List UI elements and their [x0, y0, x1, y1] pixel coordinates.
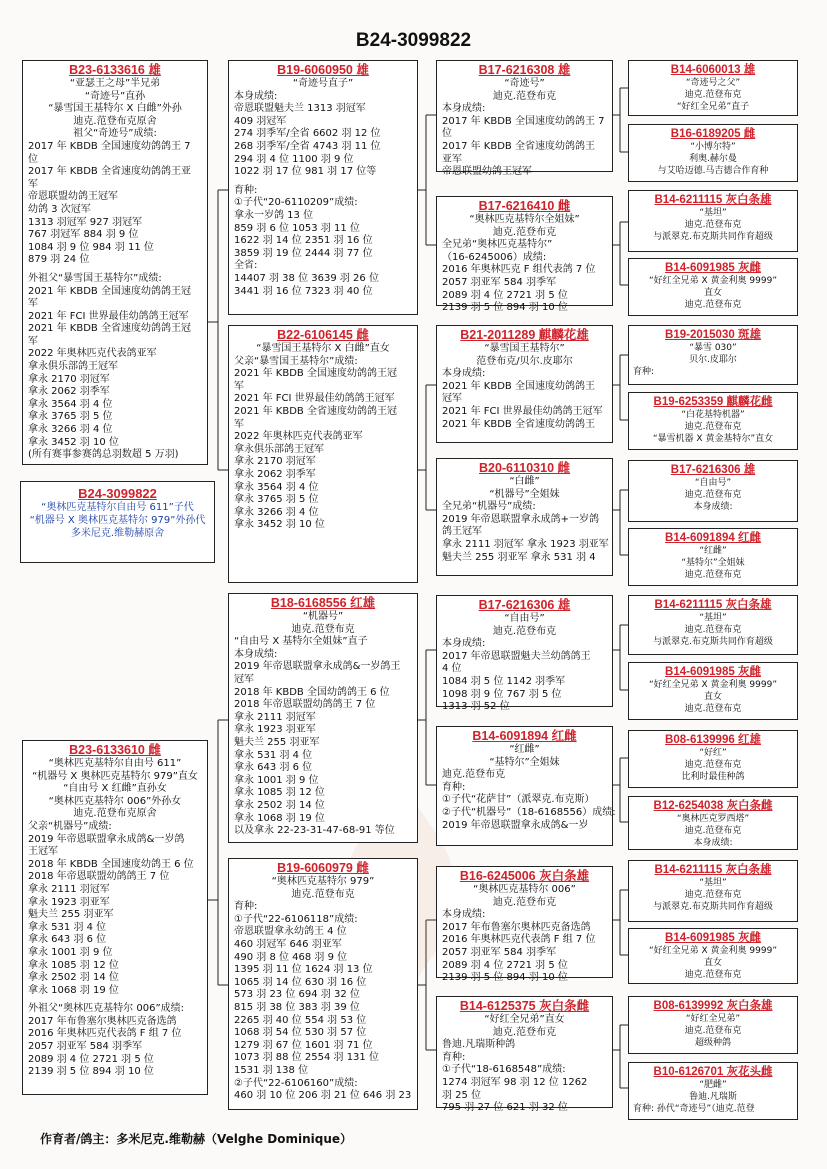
ring-number: B18-6168556 红雄 [270, 596, 376, 610]
record-line: 迪克.范登布克 [684, 1026, 742, 1036]
record-line: 2021 年 KBDB 全国速度幼鸽鸽王 [442, 380, 595, 392]
record-line: ①子代“花萨甘”（派翠克.布克斯） [442, 794, 595, 806]
pedigree-box-g4-6 [628, 392, 798, 450]
record-line: 鸽王冠军 [442, 526, 482, 538]
ring-number: B23-6133610 雌 [69, 743, 161, 757]
record-line: 2018 年帝恩联盟幼鸽鸽王 7 位 [234, 699, 376, 711]
record-line: 2017 年 KBDB 全国速度幼鸽鸽王 7 [442, 115, 605, 127]
ring-number: B14-6060013 雄 [670, 64, 756, 76]
record-line: 879 羽 24 位 [28, 254, 90, 266]
record-line: “暴雪国王基特尔” [484, 343, 565, 354]
record-line: “自由号” [694, 478, 732, 488]
record-line: 全兄弟“机器号”成绩: [442, 501, 536, 513]
record-line: “肥雌” [699, 1080, 727, 1090]
record-line: 拿永 3564 羽 4 位 [234, 481, 319, 493]
record-line: “暴雪国王基特尔 X 白雌”直女 [256, 343, 390, 354]
record-line: 拿永 531 羽 4 位 [234, 749, 313, 761]
record-line: 迪克.范登布克 [492, 226, 557, 238]
record-line: 拿永 2502 羽 14 位 [234, 799, 325, 811]
record-line: 1068 羽 54 位 530 羽 57 位 [234, 1027, 367, 1039]
pedigree-box-g4-3 [628, 190, 798, 252]
record-line: 迪克.范登布克 [684, 90, 742, 100]
subject-ring-number: B24-3099822 [78, 486, 157, 501]
record-line: “好红全兄弟 X 黄金利奥 9999” [649, 946, 777, 956]
record-line: “红雌” [699, 546, 727, 556]
record-line: 拿永 1085 羽 12 位 [234, 787, 325, 799]
record-line: 2016 年奥林匹克代表鸽 F 组 7 位 [442, 934, 596, 946]
record-line: 2139 羽 5 位 894 羽 10 位 [442, 972, 568, 984]
pedigree-box-sds [436, 325, 613, 443]
record-line: 育种: [633, 367, 655, 377]
record-line: 2019 年帝恩联盟拿永成鸽&一岁鸽 [28, 833, 185, 845]
record-line: 迪克.范登布克 [492, 1026, 557, 1038]
record-line: 拿永 3765 羽 5 位 [28, 411, 113, 423]
record-line: 帝恩联盟魁夫兰 1313 羽冠军 [234, 103, 366, 115]
record-line: 3441 羽 16 位 7323 羽 40 位 [234, 285, 373, 297]
record-line: 拿永 1923 羽亚军 [28, 896, 110, 908]
record-line: 父亲“暴雪国王基特尔”成绩: [234, 355, 358, 367]
record-line: 294 羽 4 位 1100 羽 9 位 [234, 153, 354, 165]
record-line: 拿永 1923 羽亚军 [234, 724, 316, 736]
pedigree-box-ssd [436, 196, 613, 314]
record-line: 2018 年帝恩联盟幼鸽鸽王 7 位 [28, 871, 170, 883]
record-line: 2016 年奥林匹克 F 组代表鸽 7 位 [442, 264, 596, 276]
pedigree-box-dds [436, 866, 613, 984]
pedigree-box-g4-16 [628, 1062, 798, 1120]
record-line: 冠军 [234, 673, 254, 685]
pedigree-box-dam [22, 740, 208, 1095]
record-line: 军 [28, 178, 38, 190]
record-line: 2021 年 KBDB 全国速度幼鸽鸽王冠 [28, 285, 191, 297]
record-line: “暴雪国王基特尔 X 白雌”外孙 [48, 103, 182, 115]
record-line: 迪克.范登布克 [684, 890, 742, 900]
pedigree-box-sd [228, 325, 418, 583]
record-line: 位 [442, 128, 452, 140]
record-line: “奥林匹克基特尔 006”外孙女 [48, 795, 182, 807]
record-line: 帝恩联盟拿永幼鸽王 4 位 [234, 926, 347, 938]
ring-number: B10-6126701 灰花头雌 [653, 1066, 773, 1078]
record-line: 拿永 2502 羽 14 位 [28, 972, 119, 984]
record-line: 直女 [703, 958, 722, 968]
record-line: 祖父“奇迹号”成绩: [73, 128, 157, 140]
record-line: 拿永 643 羽 6 位 [234, 762, 313, 774]
record-line: 1313 羽冠军 927 羽冠军 [28, 216, 143, 228]
record-line: 贝尔.皮耶尔 [689, 355, 737, 365]
record-line: 2022 年奥林匹克代表鸽亚军 [234, 431, 363, 443]
record-line: 拿永 3452 羽 10 位 [28, 436, 119, 448]
record-line: “基坦” [699, 613, 727, 623]
ring-number: B14-6211115 灰白条雄 [654, 194, 772, 206]
record-line: 迪克.范登布克 [684, 970, 742, 980]
record-line: 1313 羽 52 位 [442, 701, 510, 713]
pedigree-box-sire [22, 60, 208, 465]
record-line: “奇迹号” [504, 78, 545, 89]
record-line: 本身成绩: [442, 638, 486, 650]
pedigree-box-dsd [436, 726, 616, 846]
record-line: 迪克.范登布克 [492, 896, 557, 908]
record-line: “好红” [699, 748, 727, 758]
ring-number: B22-6106145 雌 [277, 328, 369, 342]
ring-number: B20-6110310 雌 [478, 461, 571, 475]
record-line: 2089 羽 4 位 2721 羽 5 位 [442, 289, 568, 301]
record-line: 育种: [234, 901, 258, 913]
pedigree-box-ss [228, 60, 418, 315]
record-line: “亚瑟王之母”半兄弟 [69, 78, 161, 89]
record-line: “白雌” [509, 476, 540, 487]
subject-box [20, 481, 215, 563]
record-line: 迪克.范登布克原舍 [73, 115, 157, 127]
ring-number: B19-6253359 麒麟花雌 [653, 396, 773, 408]
record-line: 本身成绩: [442, 103, 486, 115]
record-line: 拿永 3765 羽 5 位 [234, 494, 319, 506]
record-line: 迪克.范登布克 [684, 490, 742, 500]
record-line: 本身成绩: [442, 368, 486, 380]
pedigree-box-ds [228, 593, 418, 843]
record-line: 直女 [703, 692, 722, 702]
record-line: 2057 羽亚军 584 羽季军 [442, 946, 557, 958]
record-line: 鲁迪.凡瑞斯种鸽 [442, 1039, 516, 1051]
record-line: ①子代“20-6110209”成绩: [234, 197, 358, 209]
record-line: 以及拿永 22-23-31-47-68-91 等位 [234, 825, 395, 837]
record-line: 2018 年 KBDB 全国速度幼鸽王 6 位 [28, 858, 194, 870]
record-line: 1279 羽 67 位 1601 羽 71 位 [234, 1039, 373, 1051]
record-line: 1531 羽 138 位 [234, 1064, 309, 1076]
record-line: 2139 羽 5 位 894 羽 10 位 [442, 302, 568, 314]
ring-number: B17-6216308 雄 [478, 63, 571, 77]
record-line: 迪克.范登布克 [684, 570, 742, 580]
record-line: 拿永 2062 羽季军 [234, 468, 316, 480]
record-line: “自由号” [504, 613, 545, 624]
record-line: 815 羽 38 位 383 羽 39 位 [234, 1001, 360, 1013]
record-line: 军 [28, 335, 38, 347]
record-line: 拿永俱乐部鸽王冠军 [28, 361, 118, 373]
record-line: “基坦” [699, 208, 727, 218]
ring-number: B19-2015030 斑雄 [665, 329, 761, 341]
record-line: 帝恩联盟幼鸽王冠军 [28, 191, 118, 203]
pedigree-box-g4-9 [628, 595, 798, 655]
record-line: 2021 年 FCI 世界最佳幼鸽鸽王冠军 [234, 393, 395, 405]
record-line: 2139 羽 5 位 894 羽 10 位 [28, 1066, 154, 1078]
pedigree-box-g4-13 [628, 860, 798, 922]
ring-number: B08-6139996 红雄 [665, 734, 761, 746]
record-line: 全省: [234, 260, 258, 272]
record-line: 比利时最佳种鸽 [681, 772, 745, 782]
subject-line: “机器号 X 奥林匹克基特尔 979”外孙代 [29, 515, 206, 526]
record-line: “机器号 X 奥林匹克基特尔 979”直女 [32, 770, 198, 782]
record-line: “奇迹号”直孙 [84, 90, 146, 102]
record-line: “奇迹号之父” [685, 78, 741, 88]
pedigree-box-sss [436, 60, 613, 178]
record-line: 拿永 1001 羽 9 位 [234, 774, 319, 786]
record-line: 2017 年帝恩联盟魁夫兰幼鸽鸽王 [442, 650, 591, 662]
ring-number: B17-6216410 雌 [478, 199, 571, 213]
record-line: 3859 羽 19 位 2444 羽 77 位 [234, 247, 373, 259]
record-line: 767 羽冠军 884 羽 9 位 [28, 229, 139, 241]
ring-number: B14-6091894 红雌 [472, 729, 577, 743]
record-line: 军 [234, 418, 244, 430]
record-line: 2017 年 KBDB 全省速度幼鸽鸽王 [442, 140, 595, 152]
record-line: 幼鸽 3 次冠军 [28, 203, 91, 215]
record-line: 范登布克/贝尔.皮耶尔 [476, 355, 573, 367]
record-line: “好红全兄弟 X 黄金利奥 9999” [649, 680, 777, 690]
record-line: ②子代“机器号”（18-6168556）成绩: [442, 806, 616, 818]
record-line: 拿永 3266 羽 4 位 [234, 506, 319, 518]
ring-number: B23-6133616 雄 [69, 63, 161, 77]
record-line: 迪克.范登布克 [684, 760, 742, 770]
pedigree-box-g4-5 [628, 325, 798, 385]
record-line: 2017 年 KBDB 全国速度幼鸽鸽王 7 [28, 140, 191, 152]
record-line: 利奥.赫尔曼 [689, 154, 737, 164]
record-line: 外祖父“暴雪国王基特尔”成绩: [28, 272, 162, 284]
record-line: 2089 羽 4 位 2721 羽 5 位 [442, 959, 568, 971]
ring-number: B08-6139992 灰白条雄 [653, 1000, 773, 1012]
ring-number: B21-2011289 麒麟花雄 [460, 328, 589, 342]
record-line: 羽 25 位 [442, 1089, 482, 1101]
ring-number: B14-6091985 灰雌 [665, 666, 761, 678]
record-line: 2089 羽 4 位 2721 羽 5 位 [28, 1053, 154, 1065]
record-line: 冠军 [442, 393, 462, 405]
record-line: “好红全兄弟”直女 [484, 1014, 565, 1025]
ring-number: B14-6211115 灰白条雄 [654, 599, 772, 611]
pedigree-box-g4-10 [628, 662, 798, 720]
record-line: 本身成绩: [693, 502, 733, 512]
record-line: 本身成绩: [693, 838, 733, 848]
record-line: 拿永 1068 羽 19 位 [28, 984, 119, 996]
pedigree-box-sdd [436, 458, 613, 576]
pedigree-box-ddd [436, 996, 613, 1114]
pedigree-box-g4-1 [628, 60, 798, 116]
record-line: 迪克.范登布克 [684, 826, 742, 836]
record-line: 迪克.范登布克 [492, 90, 557, 102]
record-line: 魁夫兰 255 羽亚军 拿永 531 羽 4 [442, 551, 596, 563]
record-line: “奥林匹克基特尔 979” [271, 876, 375, 887]
record-line: 1065 羽 14 位 630 羽 16 位 [234, 976, 367, 988]
record-line: “基特尔”全姐妹 [681, 558, 745, 568]
record-line: ①子代“18-6168548”成绩: [442, 1064, 566, 1076]
record-line: 父亲“机器号”成绩: [28, 820, 112, 832]
record-line: 1395 羽 11 位 1624 羽 13 位 [234, 964, 373, 976]
record-line: 军 [234, 380, 244, 392]
record-line: 2019 年帝恩联盟拿永成鸽&一岁鸽王 [234, 661, 401, 673]
record-line: 859 羽 6 位 1053 羽 11 位 [234, 222, 360, 234]
pedigree-box-g4-7 [628, 460, 798, 522]
record-line: 帝恩联盟幼鸽王冠军 [442, 166, 532, 178]
record-line: 亚军 [442, 153, 462, 165]
ring-number: B16-6245006 灰白条雄 [459, 869, 590, 883]
ring-number: B19-6060979 雌 [277, 861, 369, 875]
record-line: 1084 羽 9 位 984 羽 11 位 [28, 241, 154, 253]
record-line: 460 羽冠军 646 羽亚军 [234, 938, 342, 950]
record-line: 274 羽季军/全省 6602 羽 12 位 [234, 128, 381, 140]
record-line: 本身成绩: [234, 648, 278, 660]
record-line: 2022 年奥林匹克代表鸽亚军 [28, 348, 157, 360]
ring-number: B14-6091985 灰雌 [665, 262, 761, 274]
record-line: 与派翠克.布克斯共同作育超级 [653, 637, 773, 647]
record-line: “机器号”全姐妹 [489, 488, 560, 500]
record-line: 拿永 3452 羽 10 位 [234, 519, 325, 531]
record-line: “自由号 X 基特尔全姐妹”直子 [234, 636, 368, 648]
record-line: 268 羽季军/全省 4743 羽 11 位 [234, 140, 381, 152]
pedigree-box-g4-4 [628, 258, 798, 316]
record-line: 2021 年 KBDB 全省速度幼鸽鸽王冠 [234, 405, 397, 417]
record-line: 拿永 1085 羽 12 位 [28, 959, 119, 971]
record-line: “白花基特机器” [681, 410, 745, 420]
record-line: 拿永 2111 羽冠军 拿永 1923 羽亚军 [442, 538, 609, 550]
record-line: 2017 年布鲁塞尔奥林匹克备选鸽 [28, 1015, 177, 1027]
record-line: 1622 羽 14 位 2351 羽 16 位 [234, 235, 373, 247]
record-line: “小博尔特” [690, 142, 736, 152]
record-line: 育种: [234, 184, 258, 196]
record-line: 育种: 孙代“奇迹号”（迪克.范登 [633, 1104, 755, 1114]
record-line: 迪克.范登布克 [684, 704, 742, 714]
record-line: (所有赛事参赛鸽总羽数超 5 万羽) [28, 449, 179, 461]
record-line: 2019 年帝恩联盟拿永成鸽&一岁 [442, 819, 589, 831]
record-line: 魁夫兰 255 羽亚军 [234, 736, 320, 748]
record-line: “奥林匹克罗西塔” [676, 814, 750, 824]
record-line: 迪克.范登布克 [684, 220, 742, 230]
record-line: 409 羽冠军 [234, 115, 287, 127]
record-line: ②子代“22-6106160”成绩: [234, 1077, 358, 1089]
record-line: 拿永 2170 羽冠军 [234, 456, 316, 468]
record-line: 460 羽 10 位 206 羽 21 位 646 羽 23 [234, 1090, 412, 1102]
record-line: 与派翠克.布克斯共同作育超级 [653, 902, 773, 912]
record-line: 位 [28, 153, 38, 165]
ring-number: B12-6254038 灰白条雌 [653, 800, 773, 812]
record-line: 迪克.范登布克 [492, 625, 557, 637]
pedigree-box-dd [228, 858, 418, 1110]
record-line: 拿永 3564 羽 4 位 [28, 398, 113, 410]
record-line: 魁夫兰 255 羽亚军 [28, 909, 114, 921]
record-line: 迪克.范登布克 [684, 300, 742, 310]
record-line: 拿永 2062 羽季军 [28, 386, 110, 398]
record-line: “自由号 X 红雌”直孙女 [63, 783, 167, 795]
record-line: 795 羽 27 位 621 羽 32 位 [442, 1102, 568, 1114]
ring-number: B14-6091894 红雌 [665, 532, 761, 544]
record-line: 王冠军 [28, 846, 58, 858]
record-line: 2017 年 KBDB 全省速度幼鸽鸽王亚 [28, 166, 191, 178]
record-line: 2018 年 KBDB 全国幼鸽鸽王 6 位 [234, 686, 390, 698]
pedigree-box-dss [436, 595, 613, 713]
ring-number: B17-6216306 雄 [670, 464, 756, 476]
record-line: “红雌” [509, 744, 540, 755]
record-line: 鲁迪.凡瑞斯 [689, 1092, 737, 1102]
record-line: 14407 羽 38 位 3639 羽 26 位 [234, 272, 379, 284]
record-line: 拿永 1068 羽 19 位 [234, 812, 325, 824]
record-line: 1098 羽 9 位 767 羽 5 位 [442, 688, 562, 700]
record-line: 与艾哈迈德.马吉德合作育种 [657, 166, 769, 176]
record-line: （16-6245006）成绩: [442, 251, 547, 263]
record-line: 2021 年 KBDB 全省速度幼鸽鸽王 [442, 418, 595, 430]
record-line: 拿永一岁鸽 13 位 [234, 209, 314, 221]
page-title: B24-3099822 [355, 30, 472, 51]
record-line: 与派翠克.布克斯共同作育超级 [653, 232, 773, 242]
record-line: 全兄弟“奥林匹克基特尔” [442, 239, 553, 251]
record-line: “奥林匹克基特尔 006” [473, 884, 576, 895]
record-line: “暴雪 030” [689, 343, 737, 353]
record-line: “机器号” [302, 611, 344, 622]
record-line: 2057 羽亚军 584 羽季军 [28, 1041, 143, 1053]
record-line: 2021 年 KBDB 全国速度幼鸽鸽王冠 [234, 368, 397, 380]
record-line: 迪克.范登布克 [291, 888, 355, 900]
record-line: 拿永 2170 羽冠军 [28, 373, 110, 385]
record-line: “奥林匹克基特尔自由号 611” [48, 758, 182, 769]
pedigree-box-g4-2 [628, 124, 798, 182]
record-line: 1274 羽冠军 98 羽 12 位 1262 [442, 1076, 588, 1088]
record-line: ①子代“22-6106118”成绩: [234, 913, 358, 925]
record-line: 迪克.范登布克 [684, 625, 742, 635]
record-line: 拿永 1001 羽 9 位 [28, 946, 113, 958]
record-line: 490 羽 8 位 468 羽 9 位 [234, 951, 348, 963]
record-line: “好红全兄弟” [685, 1014, 741, 1024]
record-line: 拿永 2111 羽冠军 [234, 711, 316, 723]
pedigree-box-g4-8 [628, 528, 798, 586]
ring-number: B16-6189205 雌 [670, 128, 756, 140]
record-line: 迪克.范登布克 [442, 769, 506, 781]
record-line: “奥林匹克基特尔全姐妹” [469, 214, 580, 225]
record-line: 拿永俱乐部鸽王冠军 [234, 443, 324, 455]
record-line: 2265 羽 40 位 554 羽 53 位 [234, 1014, 367, 1026]
record-line: 直女 [703, 288, 722, 298]
record-line: 573 羽 23 位 694 羽 32 位 [234, 989, 360, 1001]
pedigree-box-g4-15 [628, 996, 798, 1054]
record-line: 拿永 3266 羽 4 位 [28, 424, 113, 436]
record-line: “基坦” [699, 878, 727, 888]
subject-line: 多米尼克.维勒赫原舍 [70, 528, 165, 539]
ring-number: B14-6125375 灰白条雌 [459, 999, 590, 1013]
pedigree-box-g4-12 [628, 796, 798, 850]
pedigree-box-g4-11 [628, 730, 798, 788]
record-line: 2016 年奥林匹克代表鸽 F 组 7 位 [28, 1028, 182, 1040]
record-line: 迪克.范登布克 [684, 422, 742, 432]
record-line: “奇迹号直子” [292, 78, 354, 89]
record-line: “基特尔”全姐妹 [489, 756, 560, 768]
record-line: 1073 羽 88 位 2554 羽 131 位 [234, 1052, 379, 1064]
subject-line: “奥林匹克基特尔自由号 611”子代 [41, 502, 194, 513]
record-line: 2021 年 FCI 世界最佳幼鸽鸽王冠军 [442, 405, 603, 417]
ring-number: B14-6091985 灰雌 [665, 932, 761, 944]
ring-number: B14-6211115 灰白条雄 [654, 864, 772, 876]
record-line: 外祖父“奥林匹克基特尔 006”成绩: [28, 1003, 184, 1015]
record-line: 军 [28, 298, 38, 310]
record-line: 育种: [442, 1051, 466, 1063]
record-line: 4 位 [442, 663, 462, 675]
record-line: 2021 年 FCI 世界最佳幼鸽鸽王冠军 [28, 310, 189, 322]
record-line: 1084 羽 5 位 1142 羽季军 [442, 675, 566, 687]
record-line: “好红全兄弟”直子 [676, 102, 750, 112]
breeder-footer: 作育者/鸽主：多米尼克.维勒赫（Velghe Dominique） [40, 1132, 353, 1146]
record-line: 迪克.范登布克原舍 [73, 808, 157, 820]
record-line: 1022 羽 17 位 981 羽 17 位等 [234, 166, 377, 178]
record-line: 2057 羽亚军 584 羽季军 [442, 276, 557, 288]
record-line: 本身成绩: [442, 909, 486, 921]
record-line: 拿永 2111 羽冠军 [28, 883, 110, 895]
record-line: 2021 年 KBDB 全省速度幼鸽鸽王冠 [28, 323, 191, 335]
record-line: 拿永 531 羽 4 位 [28, 921, 107, 933]
ring-number: B19-6060950 雄 [277, 63, 369, 77]
record-line: 本身成绩: [234, 90, 278, 102]
record-line: 拿永 643 羽 6 位 [28, 934, 107, 946]
record-line: 育种: [442, 781, 466, 793]
record-line: 迪克.范登布克 [291, 623, 355, 635]
record-line: 2019 年帝恩联盟拿永成鸽+一岁鸽 [442, 513, 600, 525]
record-line: “暴雪机器 X 黄金基特尔”直女 [652, 434, 774, 444]
ring-number: B17-6216306 雄 [478, 598, 571, 612]
record-line: 2017 年布鲁塞尔奥林匹克备选鸽 [442, 921, 591, 933]
record-line: “好红全兄弟 X 黄金利奥 9999” [649, 276, 777, 286]
pedigree-box-g4-14 [628, 928, 798, 984]
record-line: 超级种鸽 [694, 1038, 731, 1048]
